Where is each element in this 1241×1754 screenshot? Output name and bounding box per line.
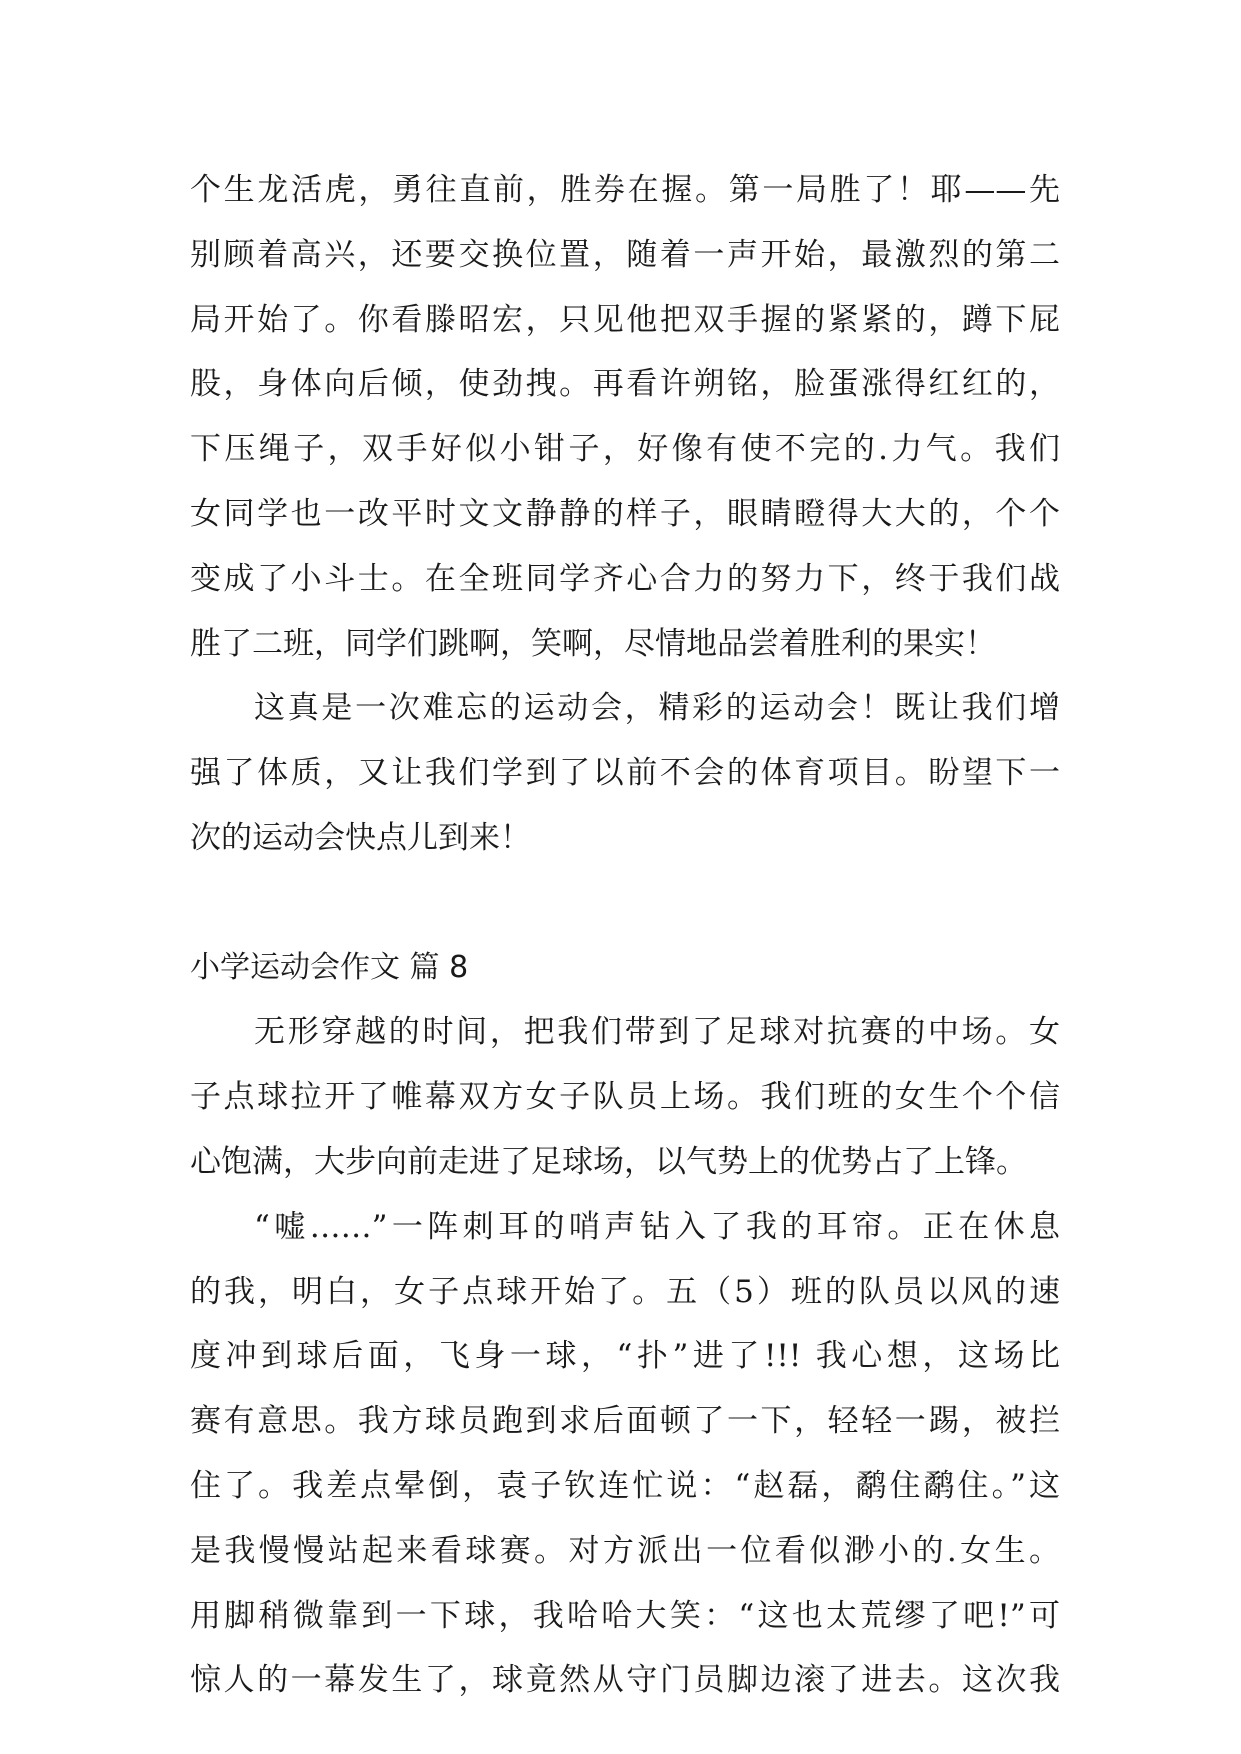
paragraph-football-intro xyxy=(190,1000,1060,1194)
text-line: 次的运动会快点儿到来！ xyxy=(190,819,531,856)
text-line: 住了。我差点晕倒，袁子钦连忙说：“赵磊，鹬住鹬住。”这 xyxy=(190,1467,1060,1504)
text-line: 这真是一次难忘的运动会，精彩的运动会！既让我们增 xyxy=(254,690,1060,727)
text-line: 下压绳子，双手好似小钳子，好像有使不完的.力气。我们 xyxy=(190,431,1060,468)
text-line: 变成了小斗士。在全班同学齐心合力的努力下，终于我们战 xyxy=(190,560,1060,597)
text-line: 的我，明白，女子点球开始了。五（5）班的队员以风的速 xyxy=(190,1273,1060,1310)
section-gap xyxy=(190,871,1060,936)
text-line: 女同学也一改平时文文静静的样子，眼睛瞪得大大的，个个 xyxy=(190,495,1060,532)
text-line: 心饱满，大步向前走进了足球场，以气势上的优势占了上锋。 xyxy=(190,1143,1027,1180)
text-line: 胜了二班，同学们跳啊，笑啊，尽情地品尝着胜利的果实！ xyxy=(190,625,996,662)
text-line: 用脚稍微靠到一下球，我哈哈大笑：“这也太荒缪了吧!”可 xyxy=(190,1597,1060,1634)
text-line: 惊人的一幕发生了，球竟然从守门员脚边滚了进去。这次我 xyxy=(190,1662,1060,1699)
essay-heading: 小学运动会作文 篇 8 xyxy=(190,949,469,985)
text-line: 股，身体向后倾，使劲拽。再看许朔铭，脸蛋涨得红红的， xyxy=(190,366,1060,403)
text-line: 无形穿越的时间，把我们带到了足球对抗赛的中场。女 xyxy=(254,1014,1060,1051)
text-line: 个生龙活虎，勇往直前，胜券在握。第一局胜了！耶——先 xyxy=(190,172,1060,208)
essay-body xyxy=(190,158,1060,1713)
text-line: 是我慢慢站起来看球赛。对方派出一位看似渺小的.女生。 xyxy=(190,1532,1060,1569)
text-line: 赛有意思。我方球员跑到求后面顿了一下，轻轻一踢，被拦 xyxy=(190,1403,1060,1440)
paragraph-tug-of-war xyxy=(190,158,1060,676)
text-line: “嘘……”一阵刺耳的哨声钻入了我的耳帘。正在休息 xyxy=(254,1208,1060,1245)
text-line: 强了体质，又让我们学到了以前不会的体育项目。盼望下一 xyxy=(190,755,1060,792)
text-line: 度冲到球后面，飞身一球，“扑”进了!!! 我心想，这场比 xyxy=(190,1338,1060,1375)
text-line: 局开始了。你看滕昭宏，只见他把双手握的紧紧的，蹲下屁 xyxy=(190,301,1060,338)
paragraph-conclusion xyxy=(190,676,1060,870)
paragraph-penalty-kicks xyxy=(190,1195,1060,1713)
text-line: 子点球拉开了帷幕双方女子队员上场。我们班的女生个个信 xyxy=(190,1079,1060,1116)
text-line: 别顾着高兴，还要交换位置，随着一声开始，最激烈的第二 xyxy=(190,236,1060,273)
